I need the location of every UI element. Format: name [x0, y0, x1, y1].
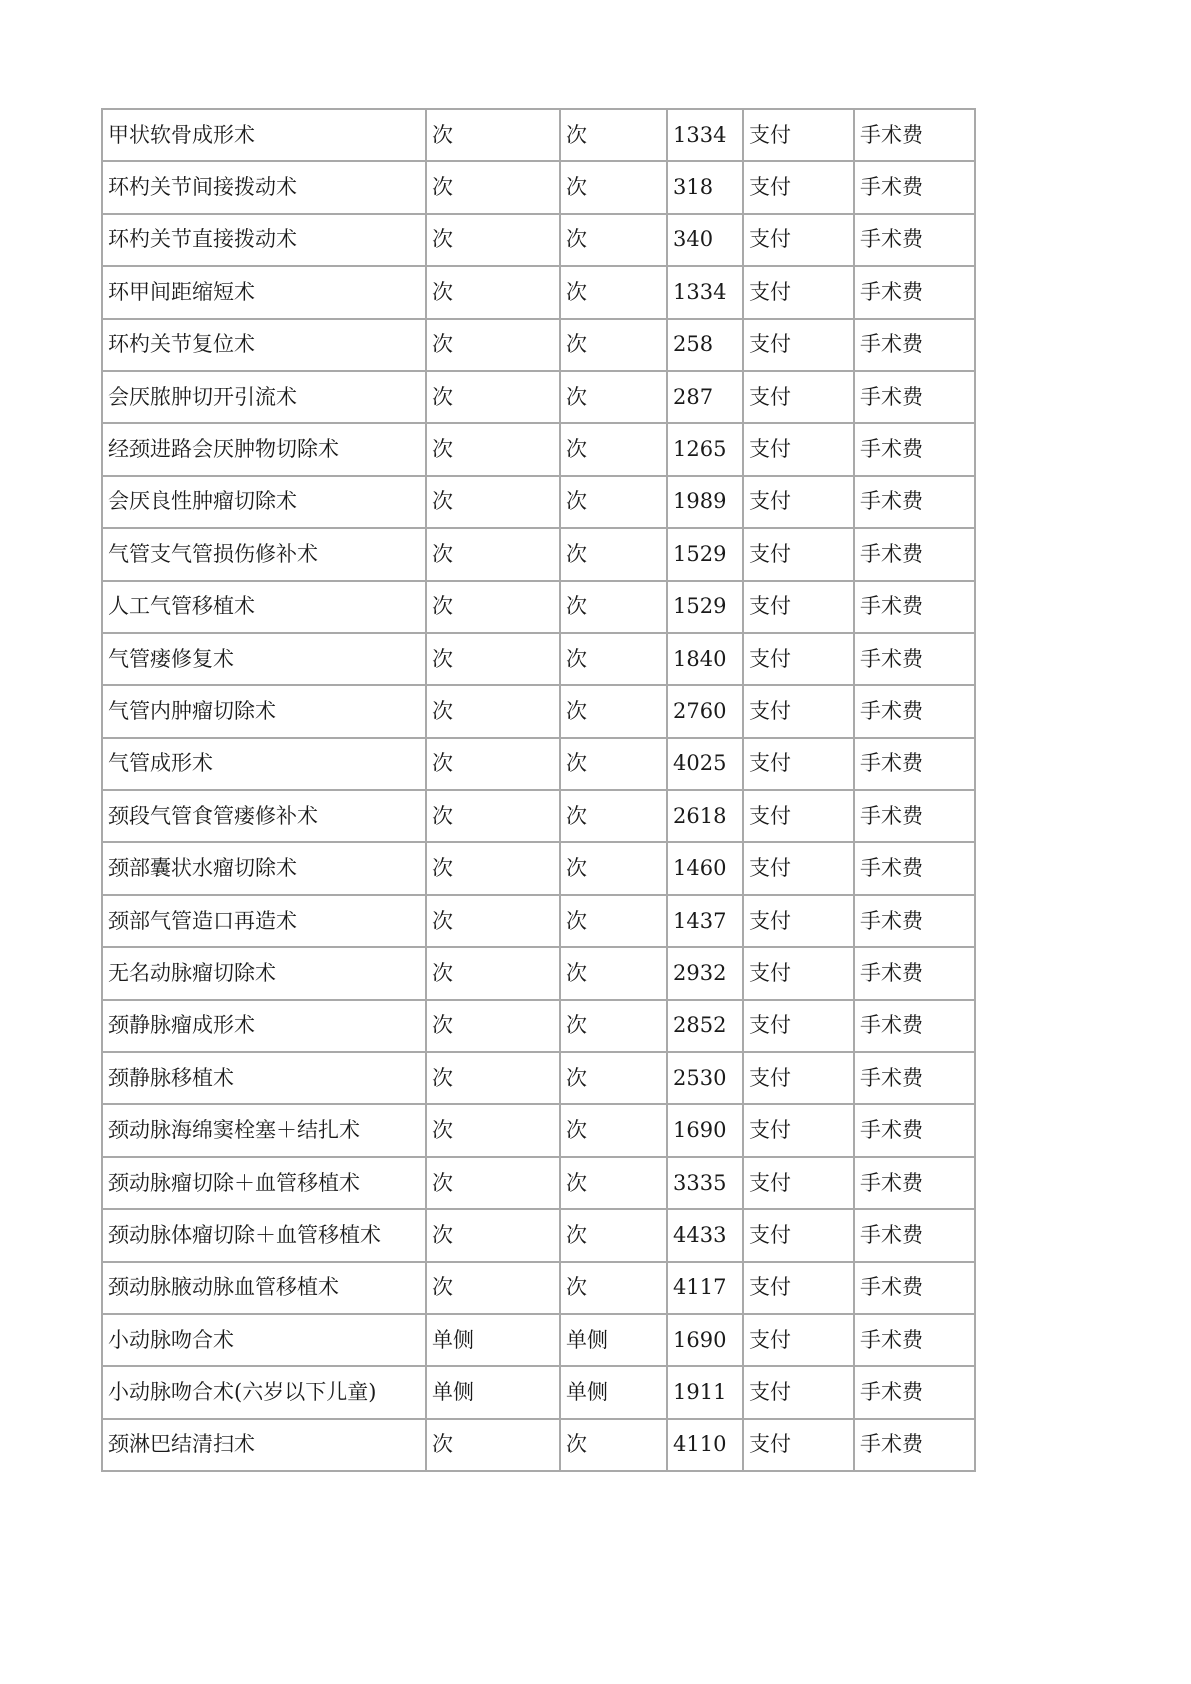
procedure-name-cell: 环杓关节间接拨动术 — [102, 161, 426, 213]
payment-status-cell: 支付 — [743, 423, 854, 475]
payment-status-cell: 支付 — [743, 1104, 854, 1156]
unit-cell: 次 — [426, 528, 560, 580]
payment-status-cell: 支付 — [743, 1419, 854, 1471]
unit-cell: 次 — [426, 790, 560, 842]
billing-unit-cell: 次 — [560, 842, 667, 894]
payment-status-cell: 支付 — [743, 633, 854, 685]
unit-cell: 次 — [426, 947, 560, 999]
payment-status-cell: 支付 — [743, 1000, 854, 1052]
table-row — [102, 1419, 975, 1471]
fee-category-cell: 手术费 — [854, 790, 975, 842]
billing-unit-cell: 次 — [560, 1104, 667, 1156]
billing-unit-cell: 次 — [560, 371, 667, 423]
price-cell: 1529 — [667, 581, 743, 633]
procedure-name-cell: 经颈进路会厌肿物切除术 — [102, 423, 426, 475]
unit-cell: 次 — [426, 476, 560, 528]
unit-cell: 次 — [426, 266, 560, 318]
procedure-name-cell: 环甲间距缩短术 — [102, 266, 426, 318]
fee-category-cell: 手术费 — [854, 476, 975, 528]
unit-cell: 次 — [426, 1000, 560, 1052]
price-cell: 2932 — [667, 947, 743, 999]
billing-unit-cell: 次 — [560, 476, 667, 528]
table-row — [102, 109, 975, 161]
procedure-name-cell: 环杓关节复位术 — [102, 319, 426, 371]
table-row — [102, 371, 975, 423]
procedure-name-cell: 颈动脉腋动脉血管移植术 — [102, 1262, 426, 1314]
surgery-fee-table — [101, 108, 976, 1472]
procedure-name-cell: 人工气管移植术 — [102, 581, 426, 633]
billing-unit-cell: 次 — [560, 895, 667, 947]
price-cell: 1334 — [667, 266, 743, 318]
fee-category-cell: 手术费 — [854, 109, 975, 161]
price-cell: 2852 — [667, 1000, 743, 1052]
price-cell: 258 — [667, 319, 743, 371]
billing-unit-cell: 单侧 — [560, 1366, 667, 1418]
payment-status-cell: 支付 — [743, 161, 854, 213]
procedure-name-cell: 甲状软骨成形术 — [102, 109, 426, 161]
unit-cell: 次 — [426, 319, 560, 371]
unit-cell: 次 — [426, 161, 560, 213]
table-row — [102, 790, 975, 842]
billing-unit-cell: 次 — [560, 1052, 667, 1104]
procedure-name-cell: 气管支气管损伤修补术 — [102, 528, 426, 580]
fee-category-cell: 手术费 — [854, 371, 975, 423]
table-row — [102, 161, 975, 213]
billing-unit-cell: 次 — [560, 1000, 667, 1052]
fee-category-cell: 手术费 — [854, 1052, 975, 1104]
procedure-name-cell: 颈动脉体瘤切除＋血管移植术 — [102, 1209, 426, 1261]
price-cell: 1690 — [667, 1314, 743, 1366]
table-row — [102, 1366, 975, 1418]
procedure-name-cell: 环杓关节直接拨动术 — [102, 214, 426, 266]
payment-status-cell: 支付 — [743, 266, 854, 318]
procedure-name-cell: 颈静脉移植术 — [102, 1052, 426, 1104]
billing-unit-cell: 次 — [560, 161, 667, 213]
table-row — [102, 738, 975, 790]
unit-cell: 单侧 — [426, 1366, 560, 1418]
payment-status-cell: 支付 — [743, 1262, 854, 1314]
procedure-name-cell: 无名动脉瘤切除术 — [102, 947, 426, 999]
fee-category-cell: 手术费 — [854, 685, 975, 737]
table-row — [102, 895, 975, 947]
unit-cell: 单侧 — [426, 1314, 560, 1366]
table-row — [102, 1052, 975, 1104]
unit-cell: 次 — [426, 738, 560, 790]
fee-category-cell: 手术费 — [854, 842, 975, 894]
payment-status-cell: 支付 — [743, 476, 854, 528]
unit-cell: 次 — [426, 423, 560, 475]
payment-status-cell: 支付 — [743, 738, 854, 790]
billing-unit-cell: 次 — [560, 685, 667, 737]
price-cell: 1460 — [667, 842, 743, 894]
payment-status-cell: 支付 — [743, 895, 854, 947]
price-cell: 1265 — [667, 423, 743, 475]
payment-status-cell: 支付 — [743, 1314, 854, 1366]
price-cell: 1911 — [667, 1366, 743, 1418]
procedure-name-cell: 颈段气管食管瘘修补术 — [102, 790, 426, 842]
payment-status-cell: 支付 — [743, 790, 854, 842]
table-row — [102, 947, 975, 999]
payment-status-cell: 支付 — [743, 214, 854, 266]
table-row — [102, 214, 975, 266]
unit-cell: 次 — [426, 1262, 560, 1314]
billing-unit-cell: 次 — [560, 423, 667, 475]
unit-cell: 次 — [426, 1209, 560, 1261]
fee-category-cell: 手术费 — [854, 895, 975, 947]
payment-status-cell: 支付 — [743, 1052, 854, 1104]
payment-status-cell: 支付 — [743, 1209, 854, 1261]
fee-category-cell: 手术费 — [854, 1419, 975, 1471]
payment-status-cell: 支付 — [743, 581, 854, 633]
billing-unit-cell: 次 — [560, 1419, 667, 1471]
table-row — [102, 319, 975, 371]
billing-unit-cell: 次 — [560, 1262, 667, 1314]
billing-unit-cell: 单侧 — [560, 1314, 667, 1366]
price-cell: 3335 — [667, 1157, 743, 1209]
table-row — [102, 842, 975, 894]
price-cell: 2618 — [667, 790, 743, 842]
fee-category-cell: 手术费 — [854, 528, 975, 580]
procedure-name-cell: 小动脉吻合术 — [102, 1314, 426, 1366]
table-row — [102, 476, 975, 528]
procedure-name-cell: 颈静脉瘤成形术 — [102, 1000, 426, 1052]
fee-category-cell: 手术费 — [854, 161, 975, 213]
price-cell: 1989 — [667, 476, 743, 528]
table-row — [102, 528, 975, 580]
billing-unit-cell: 次 — [560, 109, 667, 161]
price-cell: 4117 — [667, 1262, 743, 1314]
unit-cell: 次 — [426, 1419, 560, 1471]
price-cell: 2760 — [667, 685, 743, 737]
price-cell: 1334 — [667, 109, 743, 161]
fee-category-cell: 手术费 — [854, 581, 975, 633]
price-cell: 4025 — [667, 738, 743, 790]
fee-category-cell: 手术费 — [854, 633, 975, 685]
price-cell: 340 — [667, 214, 743, 266]
price-cell: 4433 — [667, 1209, 743, 1261]
unit-cell: 次 — [426, 842, 560, 894]
payment-status-cell: 支付 — [743, 1157, 854, 1209]
procedure-name-cell: 颈淋巴结清扫术 — [102, 1419, 426, 1471]
unit-cell: 次 — [426, 581, 560, 633]
price-cell: 287 — [667, 371, 743, 423]
billing-unit-cell: 次 — [560, 528, 667, 580]
procedure-name-cell: 小动脉吻合术(六岁以下儿童) — [102, 1366, 426, 1418]
payment-status-cell: 支付 — [743, 319, 854, 371]
billing-unit-cell: 次 — [560, 633, 667, 685]
procedure-name-cell: 颈部气管造口再造术 — [102, 895, 426, 947]
fee-category-cell: 手术费 — [854, 1157, 975, 1209]
table-row — [102, 1000, 975, 1052]
procedure-name-cell: 会厌良性肿瘤切除术 — [102, 476, 426, 528]
table-row — [102, 685, 975, 737]
fee-category-cell: 手术费 — [854, 319, 975, 371]
procedure-name-cell: 气管瘘修复术 — [102, 633, 426, 685]
billing-unit-cell: 次 — [560, 738, 667, 790]
table-row — [102, 423, 975, 475]
procedure-name-cell: 气管内肿瘤切除术 — [102, 685, 426, 737]
table-row — [102, 1314, 975, 1366]
fee-category-cell: 手术费 — [854, 1209, 975, 1261]
unit-cell: 次 — [426, 895, 560, 947]
unit-cell: 次 — [426, 109, 560, 161]
billing-unit-cell: 次 — [560, 266, 667, 318]
table-row — [102, 1262, 975, 1314]
unit-cell: 次 — [426, 371, 560, 423]
fee-category-cell: 手术费 — [854, 266, 975, 318]
unit-cell: 次 — [426, 685, 560, 737]
payment-status-cell: 支付 — [743, 685, 854, 737]
billing-unit-cell: 次 — [560, 947, 667, 999]
fee-category-cell: 手术费 — [854, 947, 975, 999]
procedure-name-cell: 颈动脉海绵窦栓塞＋结扎术 — [102, 1104, 426, 1156]
billing-unit-cell: 次 — [560, 581, 667, 633]
payment-status-cell: 支付 — [743, 1366, 854, 1418]
price-cell: 1690 — [667, 1104, 743, 1156]
procedure-name-cell: 颈部囊状水瘤切除术 — [102, 842, 426, 894]
fee-category-cell: 手术费 — [854, 1262, 975, 1314]
payment-status-cell: 支付 — [743, 371, 854, 423]
table-row — [102, 1157, 975, 1209]
procedure-name-cell: 会厌脓肿切开引流术 — [102, 371, 426, 423]
table-row — [102, 266, 975, 318]
payment-status-cell: 支付 — [743, 109, 854, 161]
unit-cell: 次 — [426, 633, 560, 685]
billing-unit-cell: 次 — [560, 1157, 667, 1209]
unit-cell: 次 — [426, 1052, 560, 1104]
unit-cell: 次 — [426, 1104, 560, 1156]
table-row — [102, 633, 975, 685]
billing-unit-cell: 次 — [560, 319, 667, 371]
procedure-name-cell: 气管成形术 — [102, 738, 426, 790]
fee-category-cell: 手术费 — [854, 1366, 975, 1418]
fee-category-cell: 手术费 — [854, 1314, 975, 1366]
unit-cell: 次 — [426, 1157, 560, 1209]
billing-unit-cell: 次 — [560, 1209, 667, 1261]
fee-category-cell: 手术费 — [854, 423, 975, 475]
price-cell: 1437 — [667, 895, 743, 947]
fee-category-cell: 手术费 — [854, 1000, 975, 1052]
table-body — [102, 109, 975, 1471]
price-cell: 4110 — [667, 1419, 743, 1471]
payment-status-cell: 支付 — [743, 947, 854, 999]
procedure-name-cell: 颈动脉瘤切除＋血管移植术 — [102, 1157, 426, 1209]
price-cell: 2530 — [667, 1052, 743, 1104]
table-row — [102, 1209, 975, 1261]
billing-unit-cell: 次 — [560, 790, 667, 842]
billing-unit-cell: 次 — [560, 214, 667, 266]
payment-status-cell: 支付 — [743, 528, 854, 580]
fee-category-cell: 手术费 — [854, 1104, 975, 1156]
payment-status-cell: 支付 — [743, 842, 854, 894]
price-cell: 1840 — [667, 633, 743, 685]
price-cell: 1529 — [667, 528, 743, 580]
unit-cell: 次 — [426, 214, 560, 266]
table-row — [102, 581, 975, 633]
table-row — [102, 1104, 975, 1156]
fee-category-cell: 手术费 — [854, 214, 975, 266]
price-cell: 318 — [667, 161, 743, 213]
fee-category-cell: 手术费 — [854, 738, 975, 790]
